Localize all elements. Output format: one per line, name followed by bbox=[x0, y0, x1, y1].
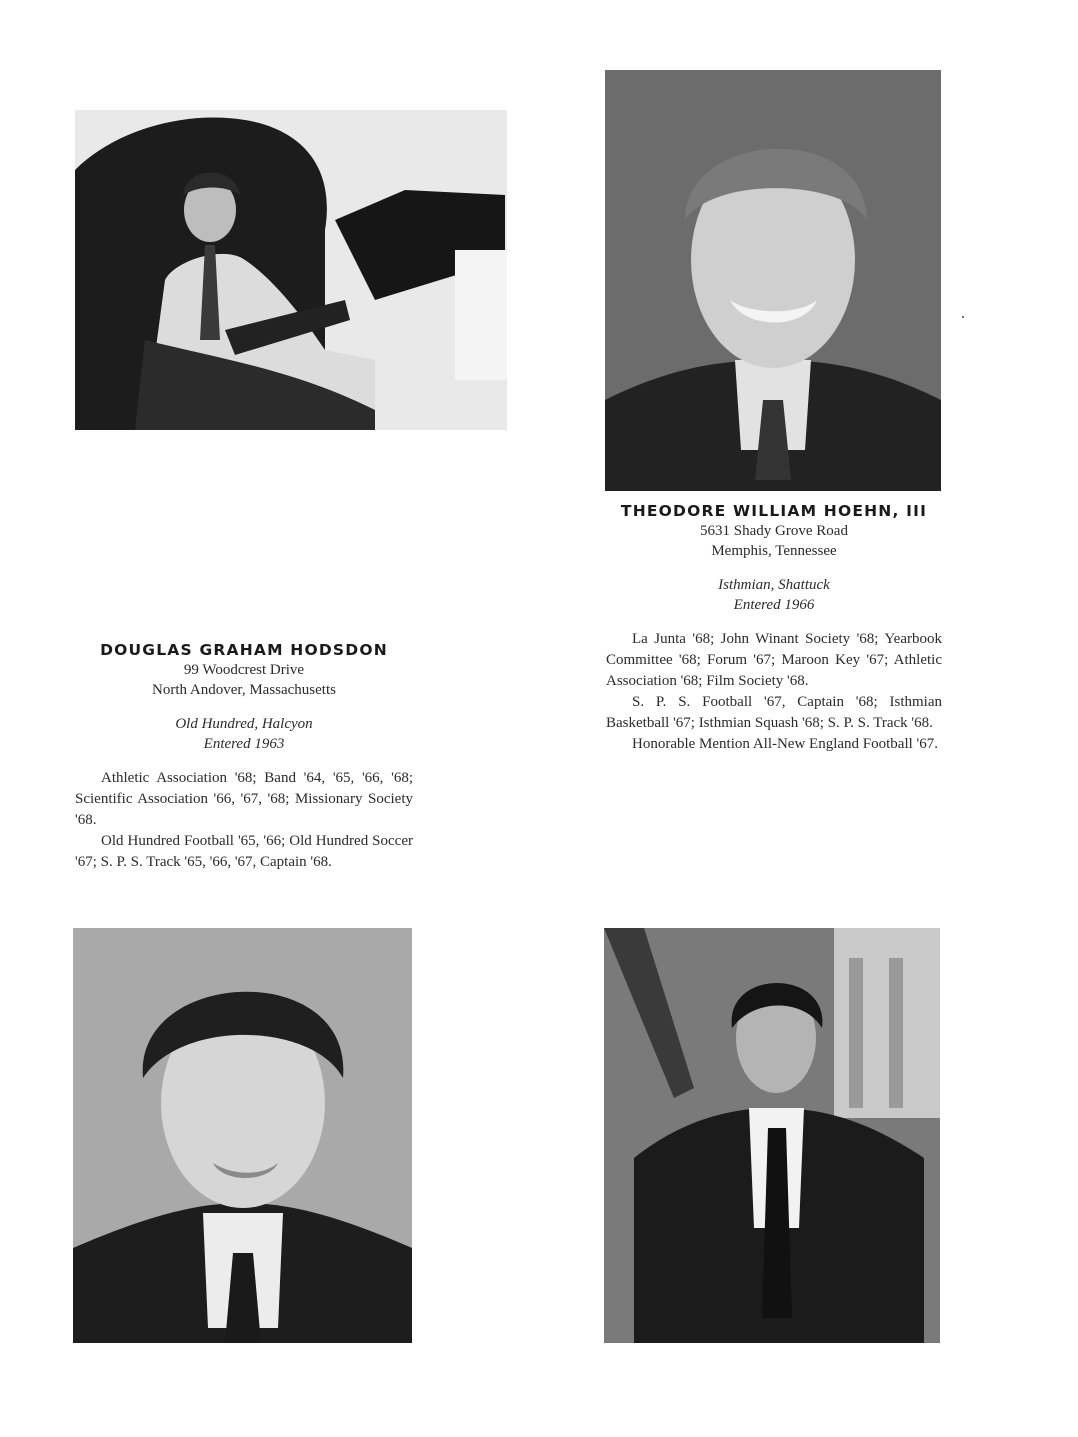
activities-paragraph: Athletic Association '68; Band '64, '65, '66, '68; Scientific Association '66, '67, '68; Missionary Society '68. bbox=[75, 770, 413, 828]
activities bbox=[606, 629, 942, 755]
activities-paragraph: Old Hundred Football '65, '66; Old Hundred Soccer '67; S. P. S. Track '65, '66, '67, Captain '68. bbox=[75, 833, 413, 870]
address-street: 99 Woodcrest Drive bbox=[183, 662, 305, 678]
page-speck bbox=[962, 316, 964, 318]
activities-paragraph: Honorable Mention All-New England Football '67. bbox=[632, 736, 938, 752]
houses: Isthmian, Shattuck bbox=[718, 577, 830, 593]
address-city: North Andover, Massachusetts bbox=[152, 682, 336, 698]
address-street: 5631 Shady Grove Road bbox=[700, 523, 848, 539]
bio-hodsdon bbox=[75, 640, 413, 873]
activities bbox=[75, 768, 413, 873]
entered-year: Entered 1966 bbox=[733, 597, 815, 613]
activities-paragraph: La Junta '68; John Winant Society '68; Yearbook Committee '68; Forum '67; Maroon Key '67; Athletic Association '68; Film Society '68. bbox=[606, 631, 942, 689]
photo-student-reading bbox=[75, 110, 507, 430]
student-name: THEODORE WILLIAM HOEHN, III bbox=[620, 502, 928, 520]
student-name: DOUGLAS GRAHAM HODSDON bbox=[100, 641, 388, 659]
photo-portrait-hodsdon bbox=[73, 928, 412, 1343]
address-city: Memphis, Tennessee bbox=[711, 543, 837, 559]
photo-outdoor-portrait bbox=[604, 928, 940, 1343]
activities-paragraph: S. P. S. Football '67, Captain '68; Isthmian Basketball '67; Isthmian Squash '68; S. P. S. Track '68. bbox=[606, 694, 942, 731]
bio-hoehn bbox=[606, 501, 942, 755]
houses: Old Hundred, Halcyon bbox=[175, 716, 313, 732]
photo-portrait-hoehn bbox=[605, 70, 941, 491]
entered-year: Entered 1963 bbox=[203, 736, 285, 752]
